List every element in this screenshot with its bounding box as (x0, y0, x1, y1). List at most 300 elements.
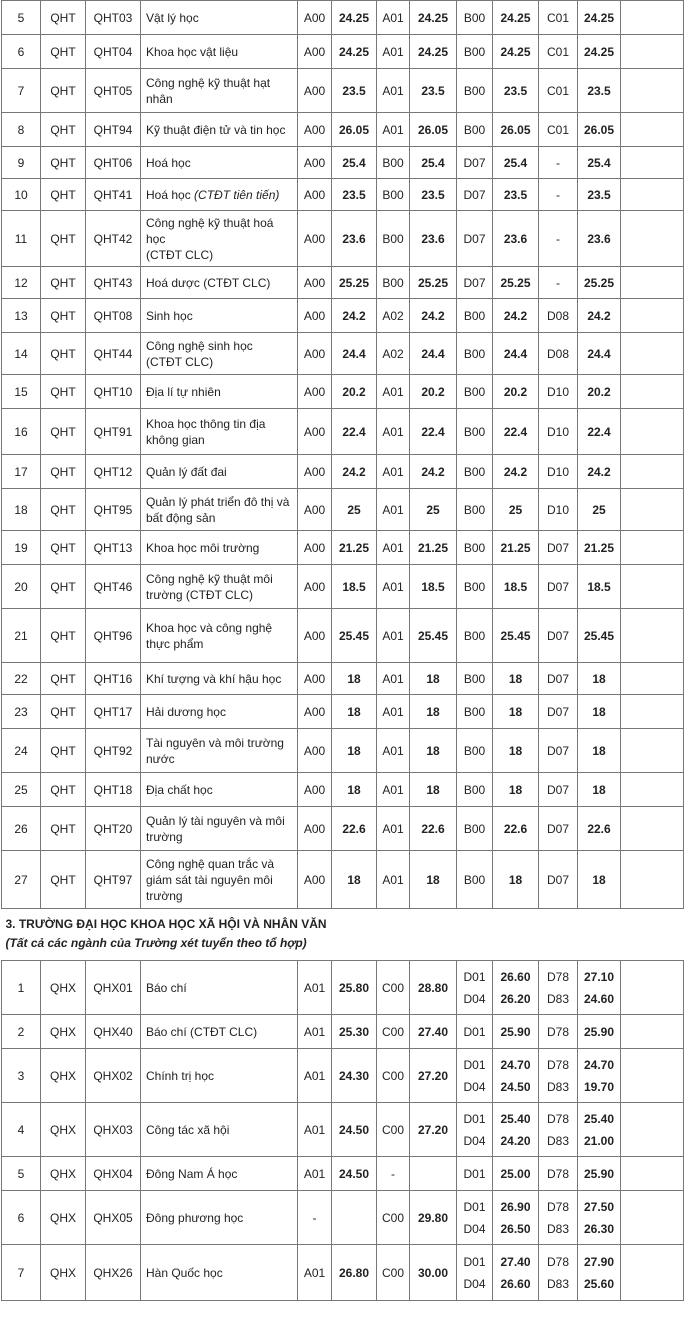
school-code: QHT (41, 267, 86, 299)
score-line2: 26.60 (500, 1276, 531, 1291)
score: 24.2 (410, 299, 457, 333)
score: 18 (410, 851, 457, 909)
score-line1: 25.90 (500, 1024, 531, 1039)
score: 18 (493, 851, 539, 909)
table-row (2, 455, 684, 489)
row-number: 21 (2, 609, 41, 663)
subject-group: D10 (539, 375, 578, 409)
subject-group: A00 (298, 211, 332, 267)
subject-group-line1: D78 (546, 1166, 569, 1181)
major-code: QHT04 (86, 35, 141, 69)
subject-group: A01 (377, 69, 410, 113)
score: 25.4 (578, 147, 621, 179)
row-number: 12 (2, 267, 41, 299)
score: 18 (578, 773, 621, 807)
score: 26.05 (493, 113, 539, 147)
table-row (2, 1157, 684, 1191)
major-name-note: (CTĐT tiên tiến) (194, 187, 280, 202)
subject-group: A01 (377, 773, 410, 807)
subject-group-line2: D83 (546, 1276, 569, 1291)
subject-group-line1: D78 (546, 1057, 569, 1072)
major-name-text: Khí tượng và khí hậu học (146, 671, 282, 686)
major-name (141, 333, 298, 375)
subject-group (539, 1157, 578, 1191)
major-name-text: Công nghệ sinh học (146, 338, 253, 353)
subject-group: A01 (377, 609, 410, 663)
subject-group (539, 961, 578, 1015)
subject-group: B00 (377, 267, 410, 299)
major-name (141, 489, 298, 531)
empty-cell (621, 1103, 684, 1157)
major-code: QHT95 (86, 489, 141, 531)
subject-group: - (539, 147, 578, 179)
subject-group: D07 (539, 695, 578, 729)
subject-group: - (539, 267, 578, 299)
subject-group: A00 (298, 69, 332, 113)
score: 24.2 (332, 455, 377, 489)
subject-group: A00 (298, 695, 332, 729)
major-name-text: Hoá học (146, 187, 191, 202)
subject-group: A01 (377, 807, 410, 851)
major-code: QHT94 (86, 113, 141, 147)
empty-cell (621, 375, 684, 409)
major-code: QHX01 (86, 961, 141, 1015)
score-line2: 26.20 (500, 991, 531, 1006)
score-line1: 27.50 (583, 1199, 615, 1214)
subject-group: - (377, 1157, 410, 1191)
score: 23.5 (410, 179, 457, 211)
table-row (2, 609, 684, 663)
school-code: QHT (41, 375, 86, 409)
score: 21.25 (493, 531, 539, 565)
major-name (141, 267, 298, 299)
score: 24.30 (332, 1049, 377, 1103)
subject-group (539, 1191, 578, 1245)
major-name (141, 375, 298, 409)
major-name-text: Quản lý tài nguyên và môi trường (146, 813, 285, 844)
score: 27.40 (410, 1015, 457, 1049)
row-number: 6 (2, 1191, 41, 1245)
subject-group (539, 1103, 578, 1157)
subject-group-line2: D83 (546, 1133, 569, 1148)
score: 25.4 (332, 147, 377, 179)
score: 27.20 (410, 1049, 457, 1103)
subject-group: D07 (539, 609, 578, 663)
subject-group: B00 (457, 409, 493, 455)
table-row (2, 729, 684, 773)
major-code: QHT16 (86, 663, 141, 695)
subject-group-line1: D78 (546, 1199, 569, 1214)
empty-cell (621, 663, 684, 695)
subject-group-line1: D01 (463, 1057, 486, 1072)
score: 25.45 (578, 609, 621, 663)
score: 18 (493, 729, 539, 773)
empty-cell (621, 113, 684, 147)
subject-group: A00 (298, 299, 332, 333)
school-code: QHT (41, 807, 86, 851)
empty-cell (621, 773, 684, 807)
school-code: QHX (41, 1245, 86, 1301)
major-name (141, 69, 298, 113)
table-row (2, 179, 684, 211)
score: 18 (332, 695, 377, 729)
major-name-text: Khoa học và công nghệ (146, 620, 273, 635)
row-number: 20 (2, 565, 41, 609)
subject-group: B00 (457, 851, 493, 909)
empty-cell (621, 1049, 684, 1103)
subject-group: D10 (539, 409, 578, 455)
score: 25.30 (332, 1015, 377, 1049)
major-name-line2: thực phẩm (146, 636, 204, 651)
row-number: 23 (2, 695, 41, 729)
subject-group-line1: D01 (463, 1166, 486, 1181)
score: 18 (578, 851, 621, 909)
major-name-text: Hoá dược (CTĐT CLC) (146, 275, 271, 290)
score: 21.25 (332, 531, 377, 565)
subject-group: A01 (298, 1157, 332, 1191)
score (578, 1245, 621, 1301)
row-number: 16 (2, 409, 41, 455)
subject-group: A01 (377, 455, 410, 489)
major-name: Đông Nam Á học (141, 1157, 298, 1191)
score: 18.5 (578, 565, 621, 609)
school-code: QHT (41, 409, 86, 455)
major-name (141, 729, 298, 773)
empty-cell (621, 729, 684, 773)
subject-group: B00 (457, 455, 493, 489)
score: 23.6 (410, 211, 457, 267)
major-name-text: Quản lý phát triển đô thị và bất động sản (146, 494, 290, 525)
score (578, 961, 621, 1015)
score: 18 (332, 729, 377, 773)
school-code: QHX (41, 1157, 86, 1191)
row-number: 1 (2, 961, 41, 1015)
empty-cell (621, 609, 684, 663)
score-line1: 26.60 (500, 969, 531, 984)
school-code: QHX (41, 1191, 86, 1245)
score: 23.6 (578, 211, 621, 267)
table-row (2, 267, 684, 299)
score: 22.4 (493, 409, 539, 455)
score: 20.2 (332, 375, 377, 409)
score-line2: 25.60 (583, 1276, 615, 1291)
major-name: Đông phương học (141, 1191, 298, 1245)
empty-cell (621, 1, 684, 35)
subject-group (457, 1103, 493, 1157)
subject-group: A00 (298, 773, 332, 807)
score: 24.4 (578, 333, 621, 375)
table-row (2, 565, 684, 609)
score: 24.25 (332, 1, 377, 35)
score: 25 (578, 489, 621, 531)
table-row (2, 147, 684, 179)
subject-group-line1: D01 (463, 1199, 486, 1214)
table-row (2, 1245, 684, 1301)
score: 23.5 (578, 69, 621, 113)
row-number: 22 (2, 663, 41, 695)
subject-group: A00 (298, 113, 332, 147)
empty-cell (621, 695, 684, 729)
subject-group (539, 1245, 578, 1301)
subject-group: C00 (377, 1049, 410, 1103)
subject-group (457, 961, 493, 1015)
score: 25.25 (410, 267, 457, 299)
table-row (2, 1, 684, 35)
score: 23.6 (332, 211, 377, 267)
subject-group: A02 (377, 333, 410, 375)
score: 18 (493, 773, 539, 807)
major-name-text: Sinh học (146, 308, 193, 323)
subject-group: C00 (377, 1191, 410, 1245)
major-name-line2: không gian (146, 432, 205, 447)
score: 20.2 (493, 375, 539, 409)
score: 25 (332, 489, 377, 531)
empty-cell (621, 961, 684, 1015)
score-line1: 26.90 (500, 1199, 531, 1214)
subject-group: - (539, 211, 578, 267)
subject-group: B00 (457, 531, 493, 565)
row-number: 25 (2, 773, 41, 807)
subject-group: A00 (298, 35, 332, 69)
empty-cell (621, 1191, 684, 1245)
score (332, 1191, 377, 1245)
major-name-text: Vật lý học (146, 10, 199, 25)
major-name-text: Địa lí tự nhiên (146, 384, 221, 399)
subject-group: D08 (539, 299, 578, 333)
subject-group: A00 (298, 147, 332, 179)
score: 25.25 (332, 267, 377, 299)
major-name-text: Hoá học (146, 155, 191, 170)
subject-group: A01 (298, 1049, 332, 1103)
score: 21.25 (410, 531, 457, 565)
row-number: 24 (2, 729, 41, 773)
row-number: 2 (2, 1015, 41, 1049)
score: 25.45 (410, 609, 457, 663)
subject-group: D07 (539, 531, 578, 565)
score-line1: 25.90 (583, 1024, 615, 1039)
empty-cell (621, 565, 684, 609)
major-code: QHT03 (86, 1, 141, 35)
subject-group: B00 (457, 113, 493, 147)
subject-group: A01 (377, 851, 410, 909)
subject-group: A00 (298, 565, 332, 609)
score-line2: 26.50 (500, 1221, 531, 1236)
table-row (2, 851, 684, 909)
score: 23.5 (578, 179, 621, 211)
score: 18.5 (493, 565, 539, 609)
subject-group-line1: D01 (463, 1024, 486, 1039)
score-line2: 24.20 (500, 1133, 531, 1148)
major-name-text: Địa chất học (146, 782, 213, 797)
school-code: QHT (41, 489, 86, 531)
score: 26.05 (578, 113, 621, 147)
subject-group-line1: D01 (463, 969, 486, 984)
major-code: QHT96 (86, 609, 141, 663)
major-name-text: Công nghệ kỹ thuật môi trường (CTĐT CLC) (146, 571, 273, 602)
score: 24.2 (493, 299, 539, 333)
subject-group: A01 (298, 1103, 332, 1157)
subject-group: - (298, 1191, 332, 1245)
major-code: QHT42 (86, 211, 141, 267)
major-name (141, 179, 298, 211)
school-code: QHT (41, 113, 86, 147)
score: 18 (410, 729, 457, 773)
score: 23.5 (332, 69, 377, 113)
table-row (2, 531, 684, 565)
major-name (141, 531, 298, 565)
score: 25 (493, 489, 539, 531)
score: 22.6 (332, 807, 377, 851)
major-code: QHT44 (86, 333, 141, 375)
subject-group (457, 1191, 493, 1245)
empty-cell (621, 1245, 684, 1301)
score: 22.4 (410, 409, 457, 455)
subject-group: B00 (457, 609, 493, 663)
empty-cell (621, 333, 684, 375)
major-code: QHT97 (86, 851, 141, 909)
subject-group: A00 (298, 179, 332, 211)
major-name (141, 113, 298, 147)
score: 18 (493, 663, 539, 695)
table-row (2, 663, 684, 695)
subject-group-line1: D78 (546, 1024, 569, 1039)
score: 18 (493, 695, 539, 729)
major-code: QHX05 (86, 1191, 141, 1245)
score: 25 (410, 489, 457, 531)
subject-group: A01 (377, 565, 410, 609)
score: 23.5 (493, 69, 539, 113)
subject-group-line2: D04 (463, 1079, 486, 1094)
row-number: 19 (2, 531, 41, 565)
score (493, 961, 539, 1015)
subject-group: A00 (298, 851, 332, 909)
major-code: QHT17 (86, 695, 141, 729)
score (493, 1157, 539, 1191)
subject-group: A00 (298, 455, 332, 489)
table-row (2, 773, 684, 807)
major-name (141, 807, 298, 851)
subject-group: A01 (377, 1, 410, 35)
subject-group-line2: D83 (546, 1221, 569, 1236)
score: 24.50 (332, 1157, 377, 1191)
major-code: QHT92 (86, 729, 141, 773)
score (493, 1245, 539, 1301)
subject-group-line1: D01 (463, 1254, 486, 1269)
major-code: QHX02 (86, 1049, 141, 1103)
row-number: 9 (2, 147, 41, 179)
subject-group: A01 (377, 35, 410, 69)
table-row (2, 1191, 684, 1245)
subject-group: A00 (298, 489, 332, 531)
major-name-text: Khoa học môi trường (146, 540, 260, 555)
section-header-row (2, 909, 684, 935)
score-line1: 25.00 (500, 1166, 531, 1181)
table-row (2, 1015, 684, 1049)
score: 30.00 (410, 1245, 457, 1301)
major-name (141, 1, 298, 35)
empty-cell (621, 267, 684, 299)
major-name (141, 211, 298, 267)
score-line2: 21.00 (583, 1133, 615, 1148)
score (493, 1103, 539, 1157)
score: 24.2 (578, 455, 621, 489)
subject-group: A00 (298, 409, 332, 455)
row-number: 3 (2, 1049, 41, 1103)
school-code: QHT (41, 851, 86, 909)
subject-group-line2: D04 (463, 1133, 486, 1148)
subject-group (457, 1015, 493, 1049)
score (578, 1015, 621, 1049)
subject-group-line1: D78 (546, 969, 569, 984)
score: 18.5 (332, 565, 377, 609)
score: 27.20 (410, 1103, 457, 1157)
subject-group: B00 (457, 69, 493, 113)
subject-group (539, 1015, 578, 1049)
section-note-row (2, 935, 684, 961)
score: 24.2 (493, 455, 539, 489)
subject-group: D10 (539, 489, 578, 531)
subject-group-line2: D04 (463, 991, 486, 1006)
subject-group-line1: D01 (463, 1111, 486, 1126)
table-row (2, 1049, 684, 1103)
major-name-text: Hải dương học (146, 704, 226, 719)
score: 24.4 (332, 333, 377, 375)
score: 25.80 (332, 961, 377, 1015)
score: 24.25 (332, 35, 377, 69)
subject-group: A00 (298, 807, 332, 851)
major-code: QHT08 (86, 299, 141, 333)
row-number: 5 (2, 1157, 41, 1191)
school-code: QHX (41, 1103, 86, 1157)
subject-group: A00 (298, 333, 332, 375)
subject-group: B00 (457, 299, 493, 333)
subject-group: C01 (539, 1, 578, 35)
school-code: QHX (41, 961, 86, 1015)
subject-group: D07 (539, 565, 578, 609)
subject-group: A00 (298, 609, 332, 663)
row-number: 26 (2, 807, 41, 851)
score-line1: 27.10 (583, 969, 615, 984)
major-name-text: Công nghệ quan trắc và giám sát tài nguyên môi trường (146, 856, 275, 903)
score: 29.80 (410, 1191, 457, 1245)
major-name (141, 147, 298, 179)
score: 24.4 (410, 333, 457, 375)
score (578, 1049, 621, 1103)
major-name: Hàn Quốc học (141, 1245, 298, 1301)
score: 25.45 (332, 609, 377, 663)
subject-group: B00 (457, 489, 493, 531)
score: 23.5 (332, 179, 377, 211)
table-row (2, 299, 684, 333)
score: 25.4 (493, 147, 539, 179)
score: 18 (410, 773, 457, 807)
empty-cell (621, 455, 684, 489)
subject-group-line2: D83 (546, 1079, 569, 1094)
subject-group: A01 (377, 531, 410, 565)
major-name: Chính trị học (141, 1049, 298, 1103)
score-line2: 19.70 (583, 1079, 615, 1094)
school-code: QHT (41, 609, 86, 663)
score-line2: 24.60 (583, 991, 615, 1006)
subject-group: D07 (539, 729, 578, 773)
score: 21.25 (578, 531, 621, 565)
major-code: QHT18 (86, 773, 141, 807)
major-code: QHT43 (86, 267, 141, 299)
subject-group: A01 (298, 961, 332, 1015)
score (578, 1103, 621, 1157)
school-code: QHT (41, 179, 86, 211)
score: 24.25 (410, 1, 457, 35)
